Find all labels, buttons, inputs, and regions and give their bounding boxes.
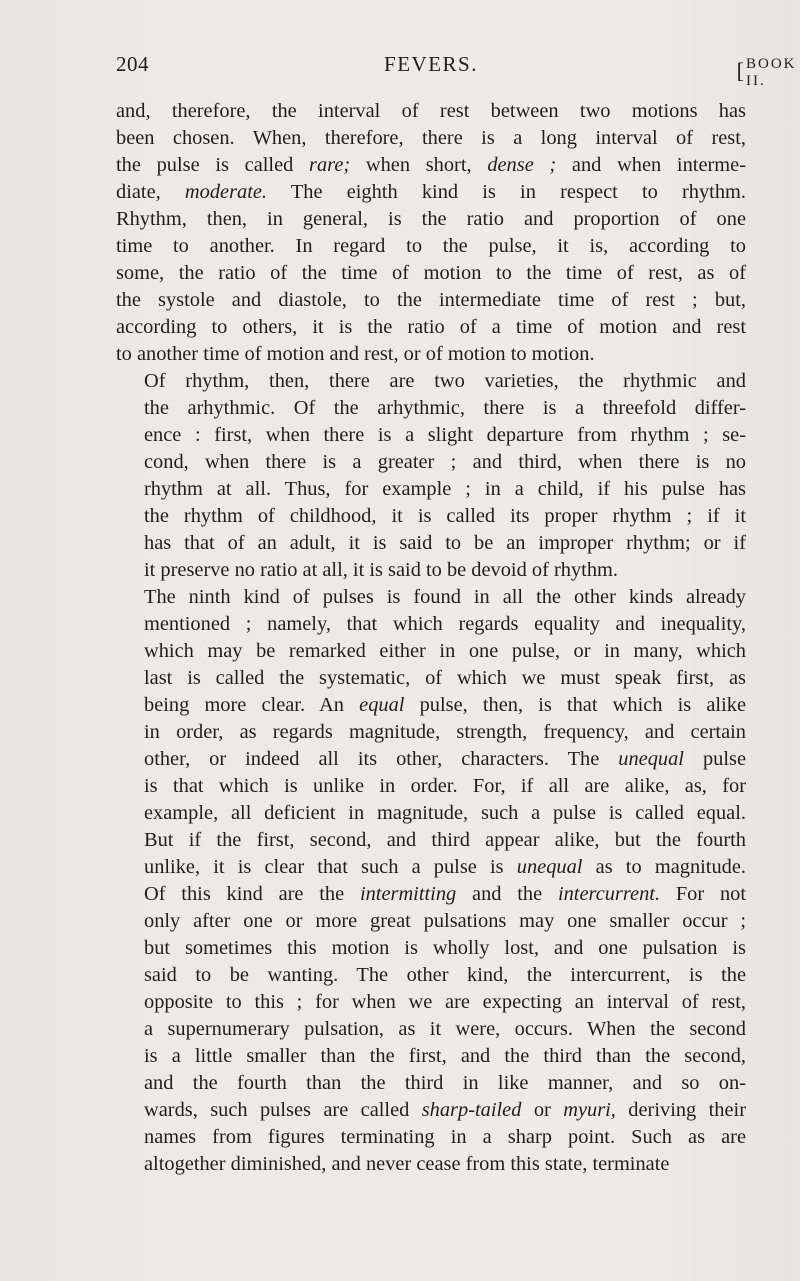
paragraph	[116, 584, 746, 1178]
text-run: ence : first, when there is a slight departure from rhythm ; se-	[144, 424, 746, 446]
body-text	[116, 98, 746, 1178]
text-run: and when interme-	[556, 154, 746, 176]
text-run: according to others, it is the ratio of a time of motion and rest	[116, 316, 746, 338]
text-run: wards, such pulses are called	[144, 1099, 422, 1121]
text-line	[116, 746, 746, 773]
italic-term: sharp-tailed	[421, 1099, 522, 1121]
text-run: time to another. In regard to the pulse, it is, according to	[116, 235, 746, 257]
italic-term: intercurrent.	[557, 883, 661, 905]
text-line	[116, 1124, 746, 1151]
text-run: example, all deficient in magnitude, such a pulse is called equal.	[144, 802, 746, 824]
text-run: some, the ratio of the time of motion to the time of rest, as of	[116, 262, 746, 284]
text-run: only after one or more great pulsations may one smaller occur ;	[144, 910, 746, 932]
section-label: BOOK II.	[746, 56, 797, 89]
text-run: Of rhythm, then, there are two varieties, the rhythmic and	[144, 370, 746, 392]
text-run: the arhythmic. Of the arhythmic, there is a threefold differ-	[144, 397, 746, 419]
text-line	[116, 98, 746, 125]
text-line	[116, 395, 746, 422]
text-run: diate,	[116, 181, 185, 203]
text-run: mentioned ; namely, that which regards equality and inequality,	[144, 613, 746, 635]
text-line	[116, 125, 746, 152]
text-line	[116, 557, 746, 584]
text-run: deriving their	[615, 1099, 747, 1121]
section-reference	[736, 56, 797, 89]
text-line	[116, 908, 746, 935]
text-line	[116, 989, 746, 1016]
text-line	[116, 935, 746, 962]
text-line	[116, 476, 746, 503]
text-run: a supernumerary pulsation, as it were, occurs. When the second	[144, 1018, 746, 1040]
text-line	[116, 827, 746, 854]
text-line	[116, 773, 746, 800]
text-run: has that of an adult, it is said to be an improper rhythm; or if	[144, 532, 746, 554]
text-run: the pulse is called	[116, 154, 310, 176]
running-title: FEVERS.	[384, 52, 478, 76]
text-line	[116, 341, 746, 368]
text-line	[116, 314, 746, 341]
text-line	[116, 233, 746, 260]
italic-term: dense ;	[487, 154, 557, 176]
text-run: pulse, then, is that which is alike	[404, 694, 747, 716]
text-line	[116, 1070, 746, 1097]
text-line	[116, 368, 746, 395]
text-line	[116, 1016, 746, 1043]
italic-term: unequal	[516, 856, 583, 878]
text-run: in order, as regards magnitude, strength, frequency, and certain	[144, 721, 746, 743]
text-line	[116, 449, 746, 476]
text-run: The eighth kind is in respect to rhythm.	[267, 181, 747, 203]
text-run: The ninth kind of pulses is found in all the other kinds already	[144, 586, 746, 608]
text-run: being more clear. An	[144, 694, 360, 716]
text-line	[116, 854, 746, 881]
italic-term: moderate.	[184, 181, 268, 203]
text-run: names from figures terminating in a sharp point. Such as are	[144, 1126, 746, 1148]
text-line	[116, 665, 746, 692]
text-line	[116, 503, 746, 530]
text-run: other, or indeed all its other, characters. The	[144, 748, 619, 770]
text-line	[116, 260, 746, 287]
paragraph	[116, 98, 746, 368]
text-run: But if the first, second, and third appear alike, but the fourth	[144, 829, 746, 851]
italic-term: equal	[359, 694, 405, 716]
text-line	[116, 719, 746, 746]
text-run: and the fourth than the third in like manner, and so on-	[144, 1072, 746, 1094]
text-line	[116, 206, 746, 233]
text-line	[116, 881, 746, 908]
text-run: opposite to this ; for when we are expecting an interval of rest,	[144, 991, 746, 1013]
text-run: but sometimes this motion is wholly lost, and one pulsation is	[144, 937, 746, 959]
italic-term: unequal	[618, 748, 684, 770]
italic-term: rare;	[309, 154, 351, 176]
text-line	[116, 422, 746, 449]
text-line	[116, 692, 746, 719]
text-line	[116, 1097, 746, 1124]
text-run: cond, when there is a greater ; and third, when there is no	[144, 451, 746, 473]
text-line	[116, 584, 746, 611]
text-run: rhythm at all. Thus, for example ; in a child, if his pulse has	[144, 478, 746, 500]
text-line	[116, 1151, 746, 1178]
text-run: is that which is unlike in order. For, if all are alike, as, for	[144, 775, 746, 797]
text-line	[116, 152, 746, 179]
text-line	[116, 1043, 746, 1070]
section-bracket: [	[736, 58, 746, 83]
text-run: or	[521, 1099, 564, 1121]
text-line	[116, 638, 746, 665]
text-line	[116, 530, 746, 557]
text-run: to another time of motion and rest, or of motion to motion.	[116, 343, 595, 365]
text-run: when short,	[350, 154, 488, 176]
text-run: altogether diminished, and never cease from this state, terminate	[144, 1153, 670, 1175]
text-run: Rhythm, then, in general, is the ratio and proportion of one	[116, 208, 746, 230]
text-run: and the	[456, 883, 558, 905]
text-run: For not	[660, 883, 747, 905]
text-run: unlike, it is clear that such a pulse is	[144, 856, 517, 878]
page-number: 204	[116, 52, 149, 76]
text-run: said to be wanting. The other kind, the intercurrent, is the	[144, 964, 746, 986]
text-run: been chosen. When, therefore, there is a long interval of rest,	[116, 127, 746, 149]
text-run: as to magnitude.	[582, 856, 747, 878]
text-run: is a little smaller than the first, and the third than the second,	[144, 1045, 746, 1067]
text-run: pulse	[683, 748, 746, 770]
text-line	[116, 800, 746, 827]
text-line	[116, 287, 746, 314]
page-header	[116, 52, 797, 89]
italic-term: intermitting	[359, 883, 457, 905]
text-line	[116, 179, 746, 206]
text-run: the systole and diastole, to the intermediate time of rest ; but,	[116, 289, 746, 311]
text-line	[116, 962, 746, 989]
paragraph	[116, 368, 746, 584]
text-run: and, therefore, the interval of rest between two motions has	[116, 100, 746, 122]
text-run: it preserve no ratio at all, it is said to be devoid of rhythm.	[144, 559, 618, 581]
text-line	[116, 611, 746, 638]
text-run: last is called the systematic, of which we must speak first, as	[144, 667, 746, 689]
text-run: the rhythm of childhood, it is called its proper rhythm ; if it	[144, 505, 746, 527]
text-run: Of this kind are the	[144, 883, 360, 905]
italic-term: myuri,	[563, 1099, 616, 1121]
text-run: which may be remarked either in one pulse, or in many, which	[144, 640, 746, 662]
